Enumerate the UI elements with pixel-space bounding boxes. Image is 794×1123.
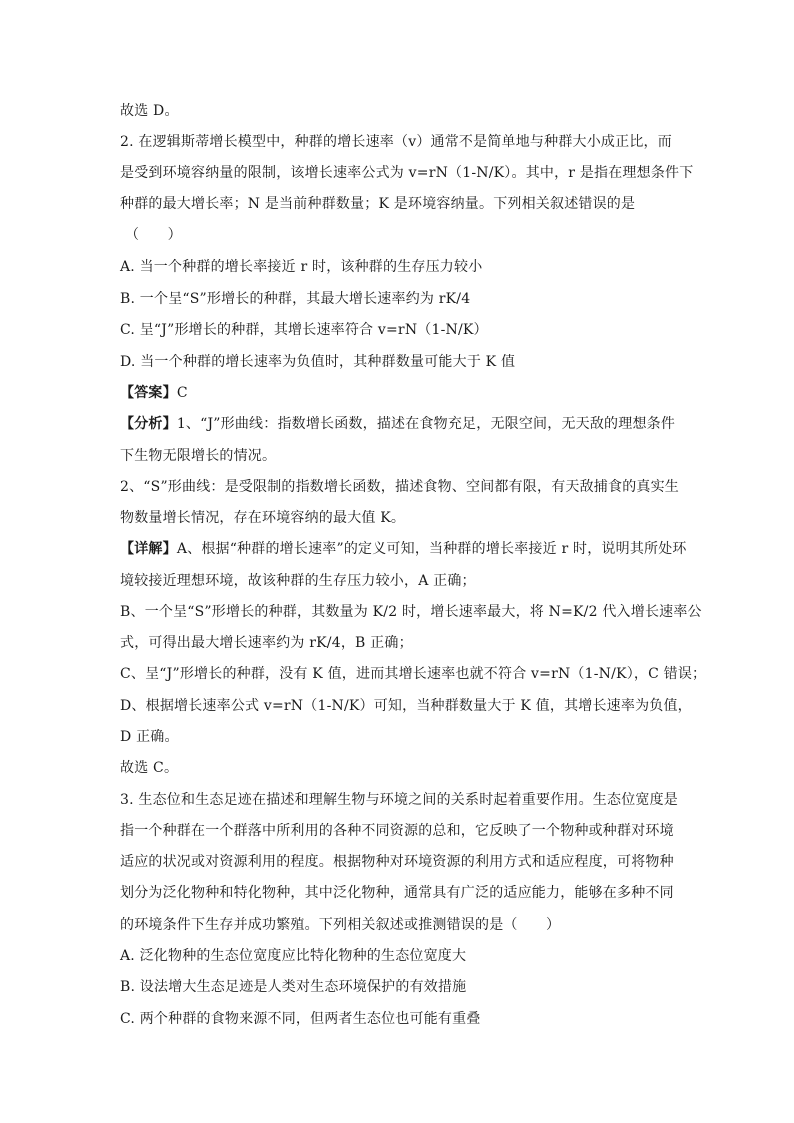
analysis-text: 1、“J”形曲线：指数增长函数，描述在食物充足，无限空间，无天敌的理想条件 [176,416,676,432]
detail-label: 【详解】 [120,541,177,557]
option-a: A. 泛化物种的生态位宽度应比特化物种的生态位宽度大 [120,948,467,964]
answer-value: C [176,385,188,401]
analysis-line [120,415,675,433]
question-3-stem-line: 指一个种群在一个群落中所利用的各种不同资源的总和，它反映了一个物种或种群对环境 [120,823,674,839]
option-c: C. 呈“J”形增长的种群，其增长速率符合 v=rN（1-N/K） [120,322,488,338]
question-3-stem-line: 划分为泛化物种和特化物种，其中泛化物种，通常具有广泛的适应能力，能够在多种不同 [120,885,674,901]
detail-line: B、一个呈“S”形增长的种群，其数量为 K/2 时，增长速率最大，将 N=K/2 代入增长速率公 [120,604,702,620]
analysis-line: 2、“S”形曲线：是受限制的指数增长函数，描述食物、空间都有限，有天敌捕食的真实生 [120,479,680,495]
detail-line: 式，可得出最大增长速率约为 rK/4，B 正确； [120,635,413,651]
analysis-line: 下生物无限增长的情况。 [120,448,277,464]
answer-line [120,384,188,402]
conclusion-line: 故选 D。 [120,103,179,119]
question-2-stem-line: 是受到环境容纳量的限制，该增长速率公式为 v=rN（1-N/K）。其中，r 是指在理想条件下 [120,165,694,181]
option-b: B. 一个呈“S”形增长的种群，其最大增长速率约为 rK/4 [120,291,471,307]
conclusion-line: 故选 C。 [120,760,179,776]
detail-line: D、根据增长速率公式 v=rN（1-N/K）可知，当种群数量大于 K 值，其增长速率为负值， [120,698,692,714]
analysis-line: 物数量增长情况，存在环境容纳的最大值 K。 [120,510,406,526]
question-2-stem-line: 2. 在逻辑斯蒂增长模型中，种群的增长速率（v）通常不是简单地与种群大小成正比，而 [120,134,672,150]
answer-blank: （ ） [125,227,182,243]
option-a: A. 当一个种群的增长率接近 r 时，该种群的生存压力较小 [120,259,483,275]
question-3-stem-line: 适应的状况或对资源利用的程度。根据物种对环境资源的利用方式和适应程度，可将物种 [120,854,674,870]
detail-text: A、根据“种群的增长速率”的定义可知，当种群的增长率接近 r 时，说明其所处环 [176,541,687,557]
detail-line [120,540,687,558]
question-3-stem-line: 3. 生态位和生态足迹在描述和理解生物与环境之间的关系时起着重要作用。生态位宽度是 [120,792,679,808]
detail-line: C、呈“J”形增长的种群，没有 K 值，进而其增长速率也就不符合 v=rN（1-N/K），C 错误； [120,666,707,682]
question-3-stem-line: 的环境条件下生存并成功繁殖。下列相关叙述或推测错误的是（ ） [120,917,561,933]
option-d: D. 当一个种群的增长速率为负值时，其种群数量可能大于 K 值 [120,354,516,370]
analysis-label: 【分析】 [120,416,177,432]
question-2-stem-line: 种群的最大增长率；N 是当前种群数量；K 是环境容纳量。下列相关叙述错误的是 [120,196,636,212]
option-b: B. 设法增大生态足迹是人类对生态环境保护的有效措施 [120,979,467,995]
answer-label: 【答案】 [120,385,177,401]
option-c: C. 两个种群的食物来源不同，但两者生态位也可能有重叠 [120,1011,481,1027]
detail-line: 境较接近理想环境，故该种群的生存压力较小，A 正确； [120,573,476,589]
detail-line: D 正确。 [120,729,179,745]
